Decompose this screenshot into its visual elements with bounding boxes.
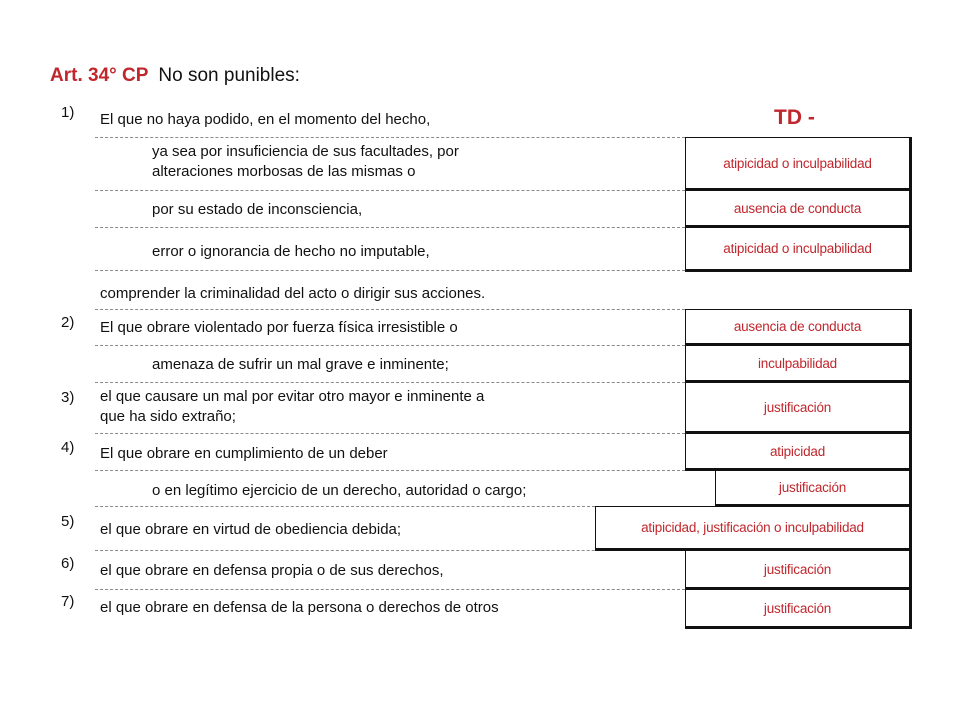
divider <box>95 137 685 138</box>
divider <box>95 270 685 271</box>
item-text: El que obrare violentado por fuerza física irresistible o <box>100 319 458 336</box>
classification-box: justificación <box>685 550 912 590</box>
divider <box>95 345 685 346</box>
item-number: 4) <box>61 439 75 456</box>
item-text: el que obrare en defensa propia o de sus derechos, <box>100 562 444 579</box>
divider <box>95 470 685 471</box>
classification-box: atipicidad <box>685 433 912 471</box>
divider <box>95 433 685 434</box>
td-label: TD - <box>774 106 815 129</box>
classification-box: atipicidad o inculpabilidad <box>685 227 912 272</box>
classification-box: ausencia de conducta <box>685 309 912 346</box>
item-text: el que obrare en virtud de obediencia debida; <box>100 521 402 538</box>
classification-box: justificación <box>685 382 912 434</box>
classification-box: atipicidad, justificación o inculpabilidad <box>595 506 912 551</box>
item-text: ya sea por insuficiencia de sus facultades, por alteraciones morbosas de las mismas o <box>152 143 459 180</box>
item-number: 3) <box>61 389 75 406</box>
item-text: o en legítimo ejercicio de un derecho, autoridad o cargo; <box>152 482 527 499</box>
classification-box: inculpabilidad <box>685 345 912 383</box>
item-number: 5) <box>61 513 75 530</box>
item-text: comprender la criminalidad del acto o dirigir sus acciones. <box>100 285 486 302</box>
classification-box: atipicidad o inculpabilidad <box>685 137 912 191</box>
item-text: El que no haya podido, en el momento del hecho, <box>100 111 431 128</box>
classification-box: ausencia de conducta <box>685 190 912 228</box>
title-subtitle: No son punibles: <box>158 65 300 86</box>
divider <box>95 589 685 590</box>
item-number: 1) <box>61 104 75 121</box>
item-text: el que obrare en defensa de la persona o derechos de otros <box>100 599 499 616</box>
slide-title <box>50 65 300 87</box>
divider <box>95 309 685 310</box>
classification-box: justificación <box>685 589 912 629</box>
divider <box>95 227 685 228</box>
item-text: El que obrare en cumplimiento de un deber <box>100 445 388 462</box>
item-number: 7) <box>61 593 75 610</box>
item-text: el que causare un mal por evitar otro mayor e inminente a que ha sido extraño; <box>100 388 485 425</box>
article-label: Art. 34° CP <box>50 65 149 86</box>
divider <box>95 190 685 191</box>
item-number: 2) <box>61 314 75 331</box>
divider <box>95 382 685 383</box>
item-text: amenaza de sufrir un mal grave e inminente; <box>152 356 449 373</box>
item-text: por su estado de inconsciencia, <box>152 201 363 218</box>
classification-box: justificación <box>715 470 912 507</box>
item-number: 6) <box>61 555 75 572</box>
divider <box>95 506 595 507</box>
item-text: error o ignorancia de hecho no imputable, <box>152 243 430 260</box>
